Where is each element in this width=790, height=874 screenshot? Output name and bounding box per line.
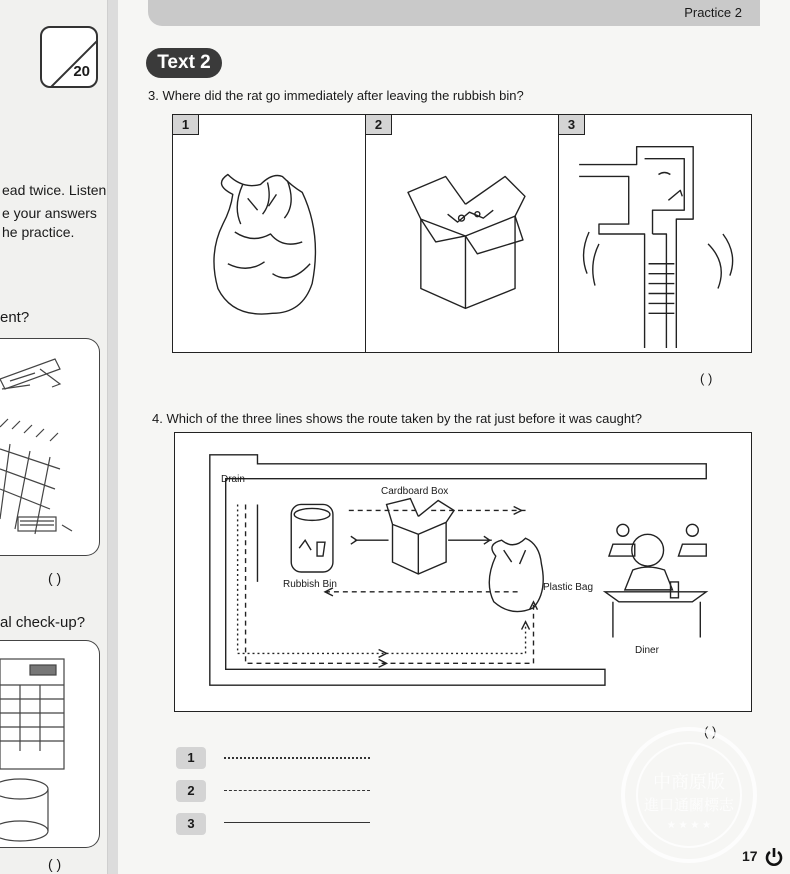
header-bar [148, 0, 760, 26]
solid-line-sample [224, 822, 370, 823]
route-map-drawing [175, 433, 751, 711]
drain-icon [559, 115, 751, 352]
question-4-answer-bracket[interactable]: ( ) [704, 724, 717, 739]
classroom-illustration [0, 339, 100, 556]
left-text-line-2: e your answers [2, 205, 97, 221]
left-text-line-1: ead twice. Listen [2, 182, 107, 198]
left-picture-frame-a [0, 338, 100, 556]
score-total: 20 [73, 63, 90, 80]
option-1-panel[interactable] [173, 115, 366, 352]
question-3-options [172, 114, 752, 353]
line-option-1-number[interactable]: 1 [176, 747, 206, 769]
left-page-fragment [0, 0, 108, 874]
question-3-answer-bracket[interactable]: ( ) [700, 371, 713, 386]
question-4-text: 4. Which of the three lines shows the route taken by the rat just before it was caught? [152, 411, 642, 426]
plastic-bag-icon [173, 115, 365, 352]
line-option-3-number[interactable]: 3 [176, 813, 206, 835]
left-answer-bracket: ( ) [48, 570, 62, 586]
power-icon [764, 847, 784, 867]
cardboard-box-label: Cardboard Box [381, 486, 449, 497]
import-certification-stamp [618, 724, 760, 866]
score-divider [46, 26, 98, 88]
stamp-stars-icon: ★ ★ ★ ★ [666, 820, 712, 831]
line-option-2-number[interactable]: 2 [176, 780, 206, 802]
left-question-a: ent? [0, 309, 30, 326]
option-2-panel[interactable] [366, 115, 559, 352]
left-question-b: al check-up? [0, 614, 86, 631]
section-badge: Text 2 [146, 48, 222, 78]
rubbish-bin-label: Rubbish Bin [283, 579, 337, 590]
dashed-line-sample [224, 790, 370, 791]
page-number: 17 [742, 848, 758, 864]
plastic-bag-label: Plastic Bag [543, 582, 594, 593]
question-3-text: 3. Where did the rat go immediately after leaving the rubbish bin? [148, 88, 524, 103]
report-illustration [0, 641, 100, 848]
dotted-line-sample [224, 757, 370, 759]
left-answer-bracket-2: ( ) [48, 856, 62, 872]
option-2-tag: 2 [366, 115, 392, 135]
stamp-top-text: 中商原版 [653, 772, 725, 793]
score-box [40, 26, 98, 88]
option-3-tag: 3 [559, 115, 585, 135]
cardboard-box-icon [366, 115, 558, 352]
diner-label: Diner [635, 645, 659, 656]
route-map [174, 432, 752, 712]
practice-label: Practice 2 [684, 5, 742, 20]
option-1-tag: 1 [173, 115, 199, 135]
left-text-line-3: he practice. [2, 224, 75, 240]
option-3-panel[interactable] [559, 115, 751, 352]
stamp-bottom-text: 進口通關標志 [643, 796, 735, 814]
left-picture-frame-b [0, 640, 100, 848]
drain-label: Drain [221, 474, 245, 485]
